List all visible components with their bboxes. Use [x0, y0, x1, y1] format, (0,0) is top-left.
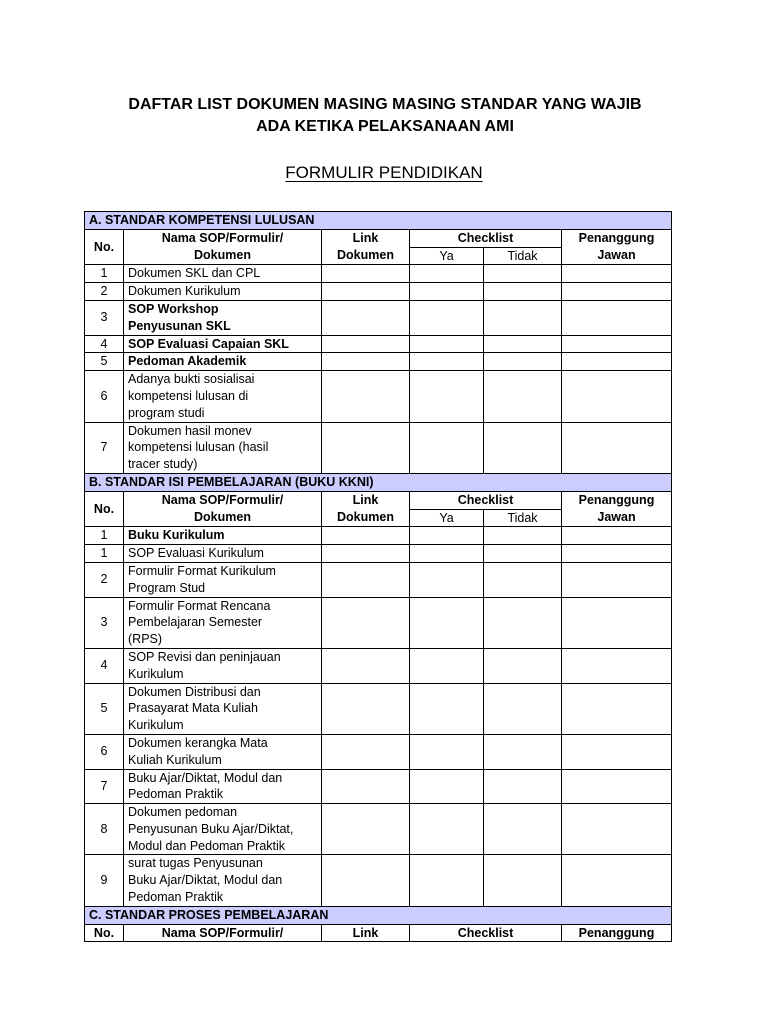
section-row	[85, 212, 672, 230]
document-name-line: Prasayarat Mata Kuliah	[128, 701, 258, 716]
section-row	[85, 473, 672, 491]
row-number: 3	[85, 300, 124, 335]
penanggung-jawab-cell[interactable]	[562, 683, 672, 734]
column-header-penanggung-jawab	[562, 229, 672, 265]
checklist-tidak-cell[interactable]	[484, 265, 562, 283]
column-header-nama-line: Dokumen	[194, 248, 251, 263]
row-number: 6	[85, 371, 124, 422]
document-name-cell	[124, 648, 322, 683]
column-header-pj-line: Jawan	[597, 510, 636, 525]
checklist-ya-cell[interactable]	[410, 855, 484, 906]
link-cell[interactable]	[322, 734, 410, 769]
penanggung-jawab-cell[interactable]	[562, 562, 672, 597]
section-title: B. STANDAR ISI PEMBELAJARAN (BUKU KKNI)	[85, 473, 672, 491]
document-name-cell	[124, 804, 322, 855]
table-row	[85, 283, 672, 301]
table-row	[85, 597, 672, 648]
link-cell[interactable]	[322, 353, 410, 371]
document-name-line: SOP Evaluasi Kurikulum	[128, 546, 264, 561]
row-number: 5	[85, 353, 124, 371]
table-row	[85, 683, 672, 734]
table-row	[85, 353, 672, 371]
table-row	[85, 545, 672, 563]
document-name-cell	[124, 300, 322, 335]
document-name-line: Program Stud	[128, 580, 206, 595]
link-cell[interactable]	[322, 265, 410, 283]
row-number: 4	[85, 648, 124, 683]
document-name-line: Dokumen kerangka Mata	[128, 735, 268, 750]
section-title: A. STANDAR KOMPETENSI LULUSAN	[85, 212, 672, 230]
table-header-row-partial	[85, 924, 672, 942]
checklist-ya-cell[interactable]	[410, 527, 484, 545]
penanggung-jawab-cell[interactable]	[562, 855, 672, 906]
penanggung-jawab-cell[interactable]	[562, 769, 672, 804]
document-name-line: Penyusunan SKL	[128, 318, 231, 333]
row-number: 1	[85, 265, 124, 283]
document-name-cell	[124, 283, 322, 301]
checklist-tidak-cell[interactable]	[484, 527, 562, 545]
checklist-tidak-cell[interactable]	[484, 562, 562, 597]
column-header-link	[322, 229, 410, 265]
section-row	[85, 906, 672, 924]
link-cell[interactable]	[322, 648, 410, 683]
link-cell[interactable]	[322, 422, 410, 473]
column-header-nama: Nama SOP/Formulir/	[124, 924, 322, 942]
document-name-line: Kurikulum	[128, 666, 184, 681]
section-title: C. STANDAR PROSES PEMBELAJARAN	[85, 906, 672, 924]
column-header-pj-line: Penanggung	[578, 231, 655, 246]
document-name-line: surat tugas Penyusunan	[128, 856, 263, 871]
checklist-ya-cell[interactable]	[410, 300, 484, 335]
penanggung-jawab-cell[interactable]	[562, 597, 672, 648]
checklist-ya-cell[interactable]	[410, 683, 484, 734]
document-name-line: Dokumen SKL dan CPL	[128, 266, 261, 281]
checklist-ya-cell[interactable]	[410, 353, 484, 371]
link-cell[interactable]	[322, 300, 410, 335]
column-header-nama-line: Dokumen	[194, 510, 251, 525]
document-name-cell	[124, 335, 322, 353]
link-cell[interactable]	[322, 527, 410, 545]
table-row	[85, 804, 672, 855]
table-row	[85, 855, 672, 906]
table-row	[85, 422, 672, 473]
checklist-tidak-cell[interactable]	[484, 335, 562, 353]
document-name-line: Buku Kurikulum	[128, 528, 225, 543]
link-cell[interactable]	[322, 855, 410, 906]
penanggung-jawab-cell[interactable]	[562, 804, 672, 855]
link-cell[interactable]	[322, 371, 410, 422]
column-header-no: No.	[85, 924, 124, 942]
document-name-line: Dokumen Kurikulum	[128, 284, 241, 299]
document-name-line: Dokumen pedoman	[128, 805, 238, 820]
table-row	[85, 648, 672, 683]
document-name-line: SOP Revisi dan peninjauan	[128, 649, 281, 664]
document-name-line: (RPS)	[128, 632, 163, 647]
column-header-link	[322, 491, 410, 527]
document-name-line: Pedoman Praktik	[128, 787, 224, 802]
row-number: 7	[85, 422, 124, 473]
row-number: 2	[85, 283, 124, 301]
document-name-cell	[124, 855, 322, 906]
link-cell[interactable]	[322, 562, 410, 597]
document-name-line: Formulir Format Kurikulum	[128, 563, 276, 578]
checklist-ya-cell[interactable]	[410, 371, 484, 422]
document-name-line: program studi	[128, 405, 205, 420]
checklist-ya-cell[interactable]	[410, 562, 484, 597]
penanggung-jawab-cell[interactable]	[562, 265, 672, 283]
document-name-line: Modul dan Pedoman Praktik	[128, 838, 286, 853]
row-number: 4	[85, 335, 124, 353]
document-name-cell	[124, 265, 322, 283]
document-name-line: Pembelajaran Semester	[128, 615, 263, 630]
checklist-tidak-cell[interactable]	[484, 597, 562, 648]
document-name-line: Pedoman Akademik	[128, 354, 247, 369]
link-cell[interactable]	[322, 283, 410, 301]
link-cell[interactable]	[322, 804, 410, 855]
checklist-tidak-cell[interactable]	[484, 855, 562, 906]
document-name-line: Formulir Format Rencana	[128, 598, 271, 613]
checklist-ya-cell[interactable]	[410, 265, 484, 283]
penanggung-jawab-cell[interactable]	[562, 283, 672, 301]
document-name-line: Penyusunan Buku Ajar/Diktat,	[128, 821, 294, 836]
penanggung-jawab-cell[interactable]	[562, 734, 672, 769]
document-name-cell	[124, 527, 322, 545]
link-cell[interactable]	[322, 683, 410, 734]
document-name-cell	[124, 422, 322, 473]
table-row	[85, 562, 672, 597]
title-line-1: DAFTAR LIST DOKUMEN MASING MASING STANDAR YANG WAJIB	[128, 96, 642, 113]
document-name-line: SOP Evaluasi Capaian SKL	[128, 336, 289, 351]
document-name-cell	[124, 683, 322, 734]
penanggung-jawab-cell[interactable]	[562, 335, 672, 353]
checklist-ya-cell[interactable]	[410, 734, 484, 769]
document-name-cell	[124, 371, 322, 422]
column-header-pj-line: Jawan	[597, 248, 636, 263]
document-name-cell	[124, 353, 322, 371]
column-header-checklist: Checklist	[410, 491, 562, 509]
document-name-cell	[124, 545, 322, 563]
row-number: 1	[85, 527, 124, 545]
column-header-checklist: Checklist	[410, 229, 562, 247]
table-row	[85, 734, 672, 769]
document-name-line: Adanya bukti sosialisai	[128, 372, 255, 387]
column-header-penanggung-jawab: Penanggung	[562, 924, 672, 942]
table-row	[85, 527, 672, 545]
column-header-ya: Ya	[410, 247, 484, 265]
document-checklist-table	[84, 211, 672, 942]
document-name-cell	[124, 597, 322, 648]
document-name-line: Buku Ajar/Diktat, Modul dan	[128, 873, 283, 888]
document-name-line: tracer study)	[128, 457, 198, 472]
column-header-penanggung-jawab	[562, 491, 672, 527]
penanggung-jawab-cell[interactable]	[562, 300, 672, 335]
title-line-2: ADA KETIKA PELAKSANAAN AMI	[256, 118, 514, 135]
column-header-no: No.	[85, 229, 124, 265]
checklist-tidak-cell[interactable]	[484, 804, 562, 855]
penanggung-jawab-cell[interactable]	[562, 545, 672, 563]
document-title	[60, 94, 710, 138]
checklist-tidak-cell[interactable]	[484, 353, 562, 371]
table-header-row	[85, 491, 672, 509]
row-number: 8	[85, 804, 124, 855]
penanggung-jawab-cell[interactable]	[562, 648, 672, 683]
column-header-link-line: Link	[352, 493, 379, 508]
column-header-nama	[124, 491, 322, 527]
link-cell[interactable]	[322, 335, 410, 353]
link-cell[interactable]	[322, 597, 410, 648]
column-header-nama	[124, 229, 322, 265]
checklist-tidak-cell[interactable]	[484, 648, 562, 683]
checklist-tidak-cell[interactable]	[484, 371, 562, 422]
column-header-link: Link	[322, 924, 410, 942]
document-name-line: Buku Ajar/Diktat, Modul dan	[128, 770, 283, 785]
row-number: 6	[85, 734, 124, 769]
table-row	[85, 300, 672, 335]
document-name-line: Kurikulum	[128, 718, 184, 733]
penanggung-jawab-cell[interactable]	[562, 371, 672, 422]
document-name-line: Kuliah Kurikulum	[128, 752, 222, 767]
checklist-ya-cell[interactable]	[410, 283, 484, 301]
checklist-ya-cell[interactable]	[410, 335, 484, 353]
row-number: 9	[85, 855, 124, 906]
table-header-row	[85, 229, 672, 247]
table-row	[85, 371, 672, 422]
row-number: 1	[85, 545, 124, 563]
checklist-tidak-cell[interactable]	[484, 422, 562, 473]
column-header-no: No.	[85, 491, 124, 527]
column-header-nama-line: Nama SOP/Formulir/	[161, 231, 284, 246]
checklist-tidak-cell[interactable]	[484, 283, 562, 301]
document-name-line: Dokumen Distribusi dan	[128, 684, 261, 699]
checklist-tidak-cell[interactable]	[484, 683, 562, 734]
checklist-tidak-cell[interactable]	[484, 300, 562, 335]
document-name-line: Dokumen hasil monev	[128, 423, 252, 438]
document-name-line: Pedoman Praktik	[128, 890, 224, 905]
penanggung-jawab-cell[interactable]	[562, 527, 672, 545]
checklist-ya-cell[interactable]	[410, 597, 484, 648]
penanggung-jawab-cell[interactable]	[562, 422, 672, 473]
document-name-cell	[124, 769, 322, 804]
checklist-ya-cell[interactable]	[410, 769, 484, 804]
checklist-ya-cell[interactable]	[410, 804, 484, 855]
document-name-line: SOP Workshop	[128, 301, 219, 316]
table-row	[85, 265, 672, 283]
table-row	[85, 335, 672, 353]
column-header-tidak: Tidak	[484, 247, 562, 265]
row-number: 7	[85, 769, 124, 804]
document-name-cell	[124, 562, 322, 597]
link-cell[interactable]	[322, 545, 410, 563]
column-header-checklist: Checklist	[410, 924, 562, 942]
checklist-tidak-cell[interactable]	[484, 769, 562, 804]
column-header-link-line: Dokumen	[337, 510, 394, 525]
link-cell[interactable]	[322, 769, 410, 804]
document-name-cell	[124, 734, 322, 769]
checklist-tidak-cell[interactable]	[484, 545, 562, 563]
column-header-link-line: Dokumen	[337, 248, 394, 263]
row-number: 2	[85, 562, 124, 597]
column-header-link-line: Link	[352, 231, 379, 246]
checklist-tidak-cell[interactable]	[484, 734, 562, 769]
column-header-tidak: Tidak	[484, 509, 562, 527]
document-name-line: kompetensi lulusan di	[128, 388, 249, 403]
checklist-ya-cell[interactable]	[410, 545, 484, 563]
checklist-ya-cell[interactable]	[410, 648, 484, 683]
document-subtitle: FORMULIR PENDIDIKAN	[285, 163, 483, 182]
column-header-nama-line: Nama SOP/Formulir/	[161, 493, 284, 508]
checklist-ya-cell[interactable]	[410, 422, 484, 473]
penanggung-jawab-cell[interactable]	[562, 353, 672, 371]
row-number: 3	[85, 597, 124, 648]
row-number: 5	[85, 683, 124, 734]
column-header-pj-line: Penanggung	[578, 493, 655, 508]
column-header-ya: Ya	[410, 509, 484, 527]
table-row	[85, 769, 672, 804]
document-name-line: kompetensi lulusan (hasil	[128, 440, 269, 455]
